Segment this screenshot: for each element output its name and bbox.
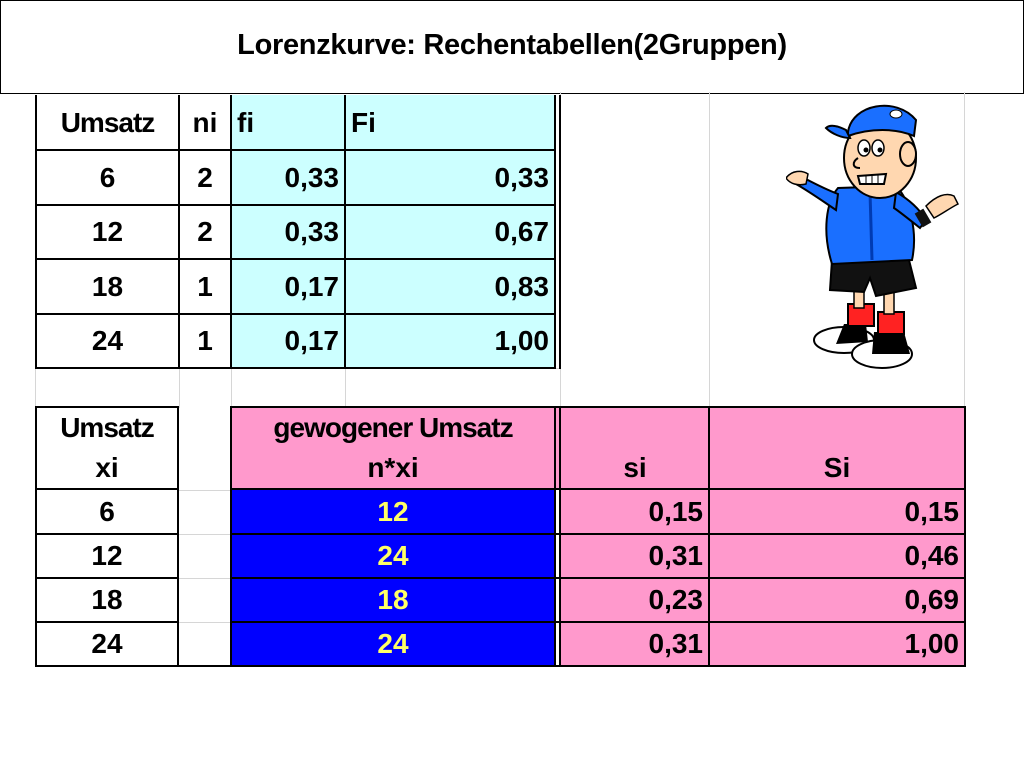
cell-xi: 12	[91, 540, 123, 571]
cell-Fi: 0,33	[494, 162, 549, 193]
cell-Si: 0,46	[904, 540, 959, 571]
cell-si: 0,23	[648, 584, 703, 615]
cell-Fi: 1,00	[494, 325, 549, 356]
cell-xi: 24	[91, 628, 123, 659]
cartoon-boy-shrugging-icon	[786, 92, 964, 374]
title-box	[0, 0, 1024, 94]
cell-ni: 2	[197, 216, 213, 247]
cell-si: 0,15	[648, 496, 703, 527]
cell-ni: 1	[197, 325, 213, 356]
cell-fi: 0,33	[284, 162, 339, 193]
cell-si: 0,31	[648, 540, 703, 571]
cell-fi: 0,33	[284, 216, 339, 247]
cell-Fi: 0,67	[494, 216, 549, 247]
cell-n-xi: 18	[377, 584, 409, 615]
cell-umsatz: 12	[91, 216, 124, 247]
cell-umsatz: 18	[91, 271, 124, 302]
cell-si: 0,31	[648, 628, 703, 659]
header-ni: ni	[192, 107, 218, 138]
page-title: Lorenzkurve: Rechentabellen(2Gruppen)	[237, 29, 787, 61]
cell-xi: 18	[91, 584, 123, 615]
cell-ni: 2	[197, 162, 213, 193]
header-umsatz: Umsatz	[60, 107, 155, 138]
cell-fi: 0,17	[284, 325, 339, 356]
cell-fi: 0,17	[284, 271, 339, 302]
header-gewogener-umsatz-line1: gewogener Umsatz	[273, 412, 513, 443]
cell-n-xi: 24	[377, 628, 409, 659]
header-fi: fi	[237, 107, 255, 138]
cell-n-xi: 12	[377, 496, 409, 527]
cell-Si: 1,00	[904, 628, 959, 659]
header-gewogener-umsatz-line2: n*xi	[367, 452, 419, 483]
cell-Fi: 0,83	[494, 271, 549, 302]
header-Si: Si	[823, 452, 851, 483]
cell-ni: 1	[197, 271, 213, 302]
header-umsatz-xi-line2: xi	[95, 452, 119, 483]
cell-Si: 0,69	[904, 584, 959, 615]
cell-Si: 0,15	[904, 496, 959, 527]
cell-umsatz: 24	[91, 325, 124, 356]
header-Fi: Fi	[351, 107, 376, 138]
header-umsatz-xi-line1: Umsatz	[60, 412, 154, 443]
cell-xi: 6	[99, 496, 115, 527]
cell-umsatz: 6	[99, 162, 116, 193]
header-si: si	[623, 452, 647, 483]
cell-n-xi: 24	[377, 540, 409, 571]
